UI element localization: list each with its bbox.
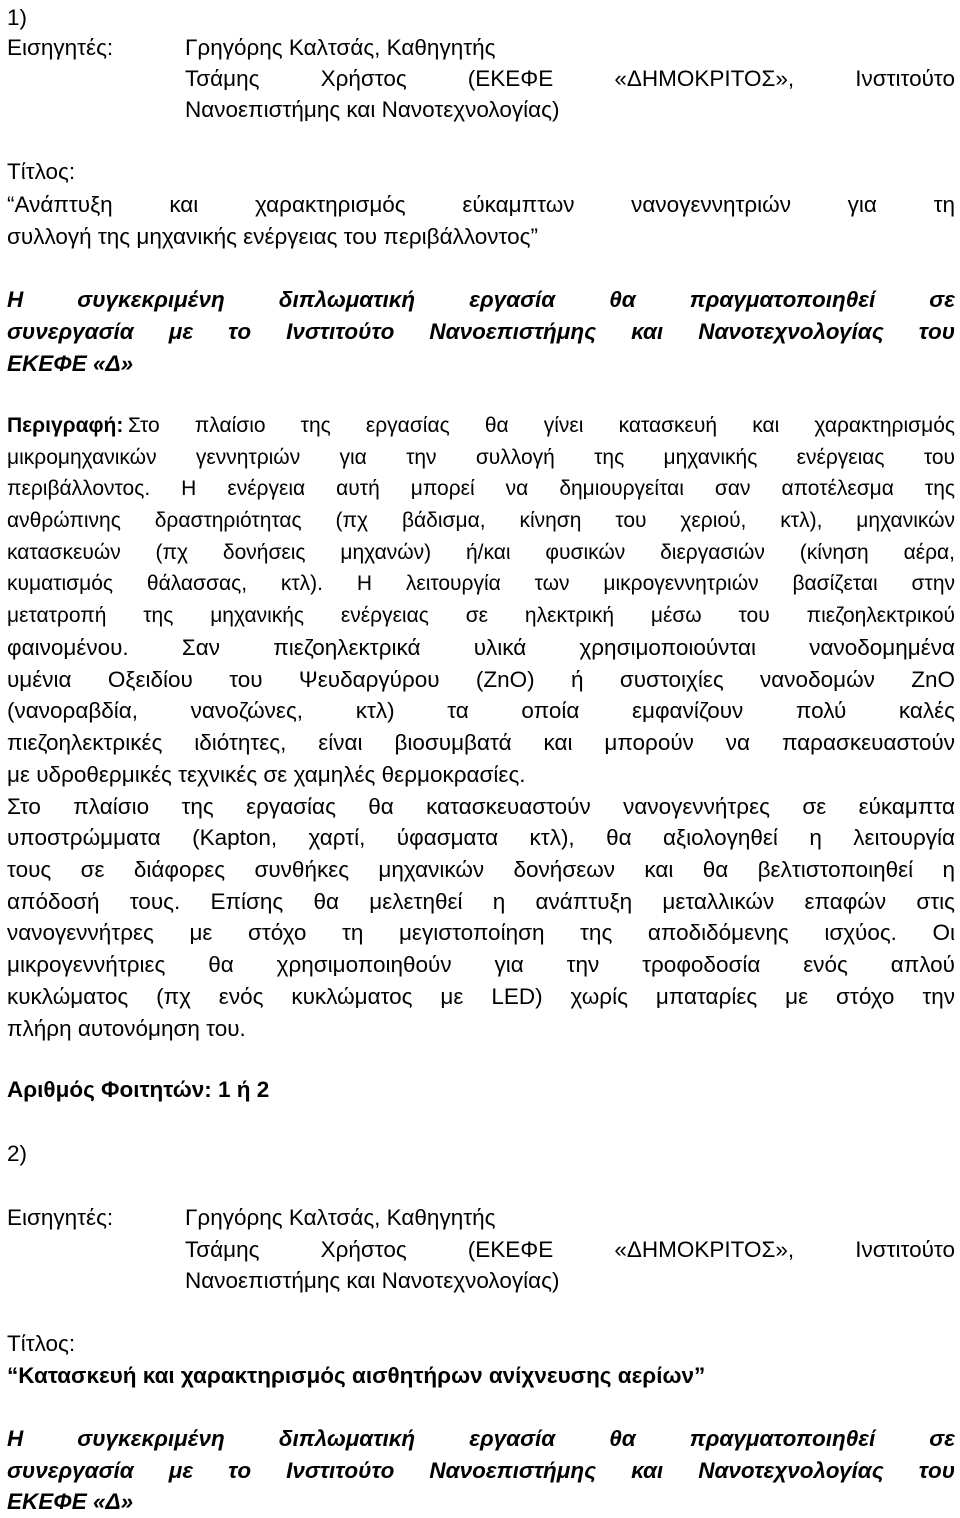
presenter-line: Τσάμης Χρήστος (ΕΚΕΦΕ «ΔΗΜΟΚΡΙΤΟΣ», Ινστιτούτο: [185, 66, 955, 91]
collaboration-line: ΕΚΕΦΕ «Δ»: [7, 351, 134, 376]
description-line: υποστρώμματα (Kapton, χαρτί, ύφασματα κτλ), θα αξιολογηθεί η λειτουργία: [7, 825, 955, 850]
presenter-line: Γρηγόρης Καλτσάς, Καθηγητής: [185, 35, 496, 60]
description-line: πλήρη αυτονόμηση του.: [7, 1016, 246, 1041]
description-line: Στο πλαίσιο της εργασίας θα γίνει κατασκευή και χαρακτηρισμός: [128, 414, 955, 437]
description-line: υμένια Οξειδίου του Ψευδαργύρου (ZnO) ή συστοιχίες νανοδομών ZnO: [7, 667, 955, 692]
collaboration-line: ΕΚΕΦΕ «Δ»: [7, 1489, 134, 1514]
title-line: “Κατασκευή και χαρακτηρισμός αισθητήρων ανίχνευσης αερίων”: [7, 1363, 706, 1388]
description-line: κατασκευών (πχ δονήσεις μηχανών) ή/και φυσικών διεργασιών (κίνηση αέρα,: [7, 541, 955, 564]
item-number: 2): [7, 1141, 28, 1166]
description-line: Στο πλαίσιο της εργασίας θα κατασκευαστούν νανογεννήτρες σε εύκαμπτα: [7, 794, 955, 819]
description-line: απόδοσή τους. Επίσης θα μελετηθεί η ανάπτυξη μεταλλικών επαφών στις: [7, 889, 955, 914]
collaboration-line: συνεργασία με το Ινστιτούτο Νανοεπιστήμης και Νανοτεχνολογίας του: [7, 1458, 955, 1483]
item-number: 1): [7, 5, 28, 30]
description-line: περιβάλλοντος. Η ενέργεια αυτή μπορεί να δημιουργείται σαν αποτέλεσμα της: [7, 477, 955, 500]
description-line: πιεζοηλεκτρικές ιδιότητες, είναι βιοσυμβατά και μπορούν να παρασκευαστούν: [7, 730, 955, 755]
title-line: “Ανάπτυξη και χαρακτηρισμός εύκαμπτων νανογεννητριών για τη: [7, 192, 955, 217]
description-label: Περιγραφή:: [7, 414, 124, 437]
description-line: νανογεννήτρες με στόχο τη μεγιστοποίηση της αποδιδόμενης ισχύος. Οι: [7, 920, 955, 945]
description-line: κυκλώματος (πχ ενός κυκλώματος με LED) χωρίς μπαταρίες με στόχο την: [7, 984, 955, 1009]
students-count: Αριθμός Φοιτητών: 1 ή 2: [7, 1077, 270, 1102]
description-line: (νανοραβδία, νανοζώνες, κτλ) τα οποία εμφανίζουν πολύ καλές: [7, 698, 955, 723]
collaboration-line: συνεργασία με το Ινστιτούτο Νανοεπιστήμης και Νανοτεχνολογίας του: [7, 319, 955, 344]
presenter-line: Νανοεπιστήμης και Νανοτεχνολογίας): [185, 1268, 560, 1293]
description-line: τους σε διάφορες συνθήκες μηχανικών δονήσεων και θα βελτιστοποιηθεί η: [7, 857, 955, 882]
title-line: συλλογή της μηχανικής ενέργειας του περιβάλλοντος”: [7, 224, 538, 249]
title-label: Τίτλος:: [7, 159, 76, 184]
description-line: κυματισμός θάλασσας, κτλ). Η λειτουργία των μικρογεννητριών βασίζεται στην: [7, 572, 955, 595]
description-line: μικρομηχανικών γεννητριών για την συλλογή της μηχανικής ενέργειας του: [7, 446, 955, 469]
collaboration-line: Η συγκεκριμένη διπλωματική εργασία θα πραγματοποιηθεί σε: [7, 1426, 955, 1451]
presenter-line: Τσάμης Χρήστος (ΕΚΕΦΕ «ΔΗΜΟΚΡΙΤΟΣ», Ινστιτούτο: [185, 1237, 955, 1262]
title-label: Τίτλος:: [7, 1331, 76, 1356]
description-line: μικρογεννήτριες θα χρησιμοποιηθούν για την τροφοδοσία ενός απλού: [7, 952, 955, 977]
collaboration-line: Η συγκεκριμένη διπλωματική εργασία θα πραγματοποιηθεί σε: [7, 287, 955, 312]
presenters-label: Εισηγητές:: [7, 35, 114, 60]
description-line: φαινομένου. Σαν πιεζοηλεκτρικά υλικά χρησιμοποιούνται νανοδομημένα: [7, 635, 955, 660]
description-line: με υδροθερμικές τεχνικές σε χαμηλές θερμοκρασίες.: [7, 762, 526, 787]
presenter-line: Γρηγόρης Καλτσάς, Καθηγητής: [185, 1205, 496, 1230]
presenter-line: Νανοεπιστήμης και Νανοτεχνολογίας): [185, 97, 560, 122]
description-line: μετατροπή της μηχανικής ενέργειας σε ηλεκτρική μέσω του πιεζοηλεκτρικού: [7, 604, 955, 627]
description-line: ανθρώπινης δραστηριότητας (πχ βάδισμα, κίνηση του χεριού, κτλ), μηχανικών: [7, 509, 955, 532]
presenters-label: Εισηγητές:: [7, 1205, 114, 1230]
